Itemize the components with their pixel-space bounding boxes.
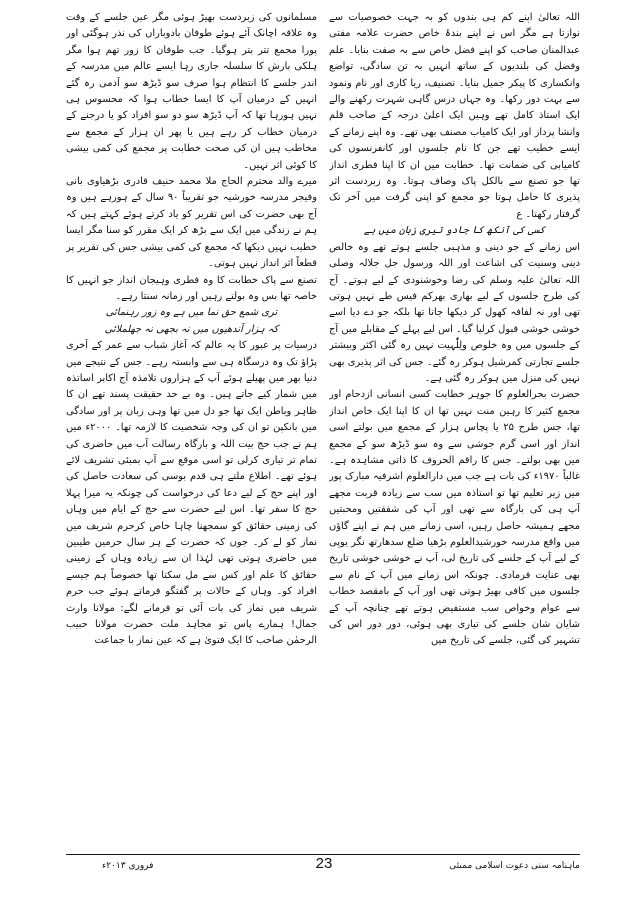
- paragraph: مسلمانوں کی زبردست بھیڑ ہوئی مگر عین جلسے کے وقت وہ علاقہ اچانک آئے ہوئے طوفان بادوباراں کی نذر ہوگئی اور پورا مجمع تتر بتر ہوگیا۔ جب طوفان کا زور تھم ہوا مگر ہلکی بارش کا سلسلہ جاری رہا ایسے عالم میں مدرسہ کے اندر جلسے کا انتظام ہوا صرف سو ڈیڑھ سو آدمی رہ گئے انہیں کے درمیان آپ کا ایسا خطاب ہوا کہ محسوس ہی نہیں ہورہا تھا کہ آپ ڈیڑھ سو دو سو افراد کو یا درجنے کے درمیان خطاب کر رہے ہیں یا پھر ان ہزار کے مجمع سے مخاطب ہیں ان کی صحت خطابت پر مجمع کی کمی بیشی کا کوئی اثر نہیں۔: [66, 12, 317, 171]
- page-number: 23: [315, 855, 333, 872]
- paragraph: تصنع سے پاک خطابت کا وہ فطری وہیجان انداز جو انہیں کا خاصہ تھا بس وہ بولتے رہیں اور زمانہ سنتا رہے۔: [66, 274, 317, 302]
- paragraph: حضرت بحرالعلوم کا جوہر خطابت کسی انسانی ازدحام اور مجمع کثیر کا رہین منت نہیں تھا ان کا اپنا ایک خاص انداز تھا، جس طرح ۲۵ یا پچاس ہزار کے مجمع میں بولتے اسی انداز اور اسی گرم جوشی سے وہ سو ڈیڑھ سو کے مجمع میں بھی بولتے۔ جس کا راقم الحروف کا ذاتی مشاہدہ ہے۔ غالباً ۱۹۷۰ء کی بات ہے جب میں دارالعلوم اشرفیہ مبارک پور میں زیر تعلیم تھا تو استاذہ میں سب سے زیادہ قربت مجھے آپ ہی کی بارگاہ سے تھی اور آپ کی شفقتیں ومحبتیں مجھے ہمیشہ حاصل رہیں، اسی زمانے میں ہم نے اپنے گاؤں میں واقع مدرسہ خورشیدالعلوم بڑھیا ضلع سدھارتھ نگر یوپی کے لیے آپ کے جلسے کی تاریخ لی، آپ نے خوشی خوشی تاریخ بھی عنایت فرمادی۔ چونکہ اس زمانے میں آپ کے نام سے جلسوں میں کافی بھیڑ ہوتی تھی اور آپ کے بامقصد خطاب سے عوام وخواص سب مستفیض ہوتے تھے چنانچہ آپ کے شایان شان جلسے کی تیاری بھی ہوئی، دور دور اس کی تشہیر کی گئی، جلسے کی تاریخ میں: [329, 389, 580, 647]
- magazine-name: ماہنامہ سنی دعوت اسلامی ممبئی: [449, 861, 580, 871]
- paragraph: میرے والد محترم الحاج ملا محمد حنیف قادری بڑھیاوی بانی وفیجر مدرسہ خورشیہ جو تقریباً ۹۰ سال کے ہورہے ہیں وہ آج بھی حضرت کی اس تقریر کو یاد کرتے ہوئے کہتے ہیں کہ ہم نے زندگی میں ایک سے بڑھ کر ایک مقرر کو سنا مگر ایسا خطیب نہیں دیکھا کہ مجمع کی کمی بیشی جس کی تقریر پر قطعاً اثر انداز نہیں ہوتی۔: [66, 176, 317, 270]
- magazine-page: [66, 0, 580, 903]
- paragraph: درسیات پر عبور کا یہ عالم کہ آغاز شباب سے عمر کے آخری پڑاؤ تک وہ درسگاہ ہی سے وابستہ رہے۔ جس کے نتیجے میں دنیا بھر میں پھیلے ہوئے آپ کے ہزاروں تلامذہ آج اکابر اساتذہ میں شمار کیے جاتے ہیں۔ وہ بے حد حقیقت پسند تھے ان کا ظاہر وباطن ایک تھا جو دل میں تھا وہی زبان پر اور سادگی میں بانکپن تو ان کی وجہ شخصیت کا لازمہ تھا۔ ۲۰۰۰ء میں ہم نے جب حج بیت اللہ و بارگاہ رسالت آب میں حاضری کی تمام تر تیاری کرلی تو اسی موقع سے آپ بمبئی تشریف لائے ہوئے تھے۔ اطلاع ملتے ہی قدم بوسی کی سعادت حاصل کی اور اپنے حج کے لیے دعا کی درخواست کی چونکہ یہ میرا پہلا حج کا سفر تھا۔ اس لیے حضرت سے حج کے ایام میں وہاں کی زمینی حقائق کو سمجھنا چاہا خاص کرحرم شریف میں نماز کو لے کر۔ جوں کہ حضرت کے ہر سال حرمین طیبین میں حاضری ہوتی تھی لہٰذا ان سے زیادہ وہاں کے زمینی حقائق کا علم اور کس سے مل سکتا تھا خصوصاً ہم جیسے افراد کو۔ وہاں کے حالات پر گفتگو فرماتے ہوئے جب حرم شریف میں نماز کی بات آئی تو فرمانے لگے: مولانا وارث جمال! ہمارے پاس تو مجاہد ملت حضرت مولانا حبیب الرحمٰن صاحب کا ایک فتویٰ ہے کہ عین نماز با جماعت: [66, 340, 317, 647]
- paragraph: اس زمانے کے جو دینی و مذہبی جلسے ہوتے تھے وہ خالص دینی وسنیت کی اشاعت اور اللہ ورسول جل جلالہ وصلی اللہ تعالیٰ علیہ وسلم کی رضا وخوشنودی کے لیے ہوتے۔ آج کی طرح جلسوں کے لیے بھاری بھرکم فیس طے نہیں ہوتی تھی اور نہ لفافہ کھول کر دیکھا جاتا تھا بلکہ جو دے دیا اسے خوشی خوشی قبول کرلیا گیا۔ اس لیے پہلے کے مقابلے میں آج کے جلسوں میں وہ خلوص ولِلّٰہیت نہیں رہ گئی اکثر وبیشتر جلسے تجارتی کمرشیل ہوکر رہ گئے۔ جس کی اثر پذیری بھی نہیں کی منزل میں ہوکر رہ گئی ہے۔: [329, 241, 580, 384]
- article-columns: [66, 10, 580, 852]
- right-column: [329, 10, 580, 852]
- paragraph: اللہ تعالیٰ اپنے کم ہی بندوں کو بہ جہت خصوصیات سے نوازتا ہے مگر اس نے اپنے بندۂ خاص حضرت علامہ مفتی عبدالمنان صاحب کو اپنے فضل خاص سے بہ صفت بنایا۔ علم وفضل کی بلندیوں کے ساتھ انہیں بہ تن سادگی، تواضع وانکساری کا پیکر جمیل بنایا۔ تصنیف، ریا کاری اور نام ونمود سے بہت دور رکھا۔ وہ جہاں درس گاہی شہرت رکھنے والے ایک استاذ کامل تھے وہیں ایک اعلیٰ درجہ کے صاحب قلم وانشا پرداز اور ایک کامیاب مصنف بھی تھے۔ وہ اپنے زمانے کے ایسے خطیب تھے جن کا نام جلسوں اور کانفرنسوں کی کامیابی کی ضمانت تھا۔ خطابت میں ان کا اپنا فطری انداز تھا جو تصنع سے بالکل پاک وصاف ہوتا۔ وہ زبردست اثر پذیری کا حامل ہوتا جو مجمع کو اپنی گرفت میں آخر تک گرفتار رکھتا۔ ع: [329, 12, 580, 220]
- verse-line: کسی کی آنکھ کا جادو تیری زبان میں ہے: [363, 225, 546, 237]
- verse-line: کہ ہزار آندھیوں میں نہ بجھی نہ جھلملائی: [104, 323, 279, 335]
- verse-line: تری شمع حق نما میں ہے وہ زور رہنمائی: [105, 307, 278, 319]
- page-footer: [66, 855, 580, 877]
- issue-date: فروری ۲۰۱۳ء: [102, 861, 154, 871]
- left-column: [66, 10, 317, 852]
